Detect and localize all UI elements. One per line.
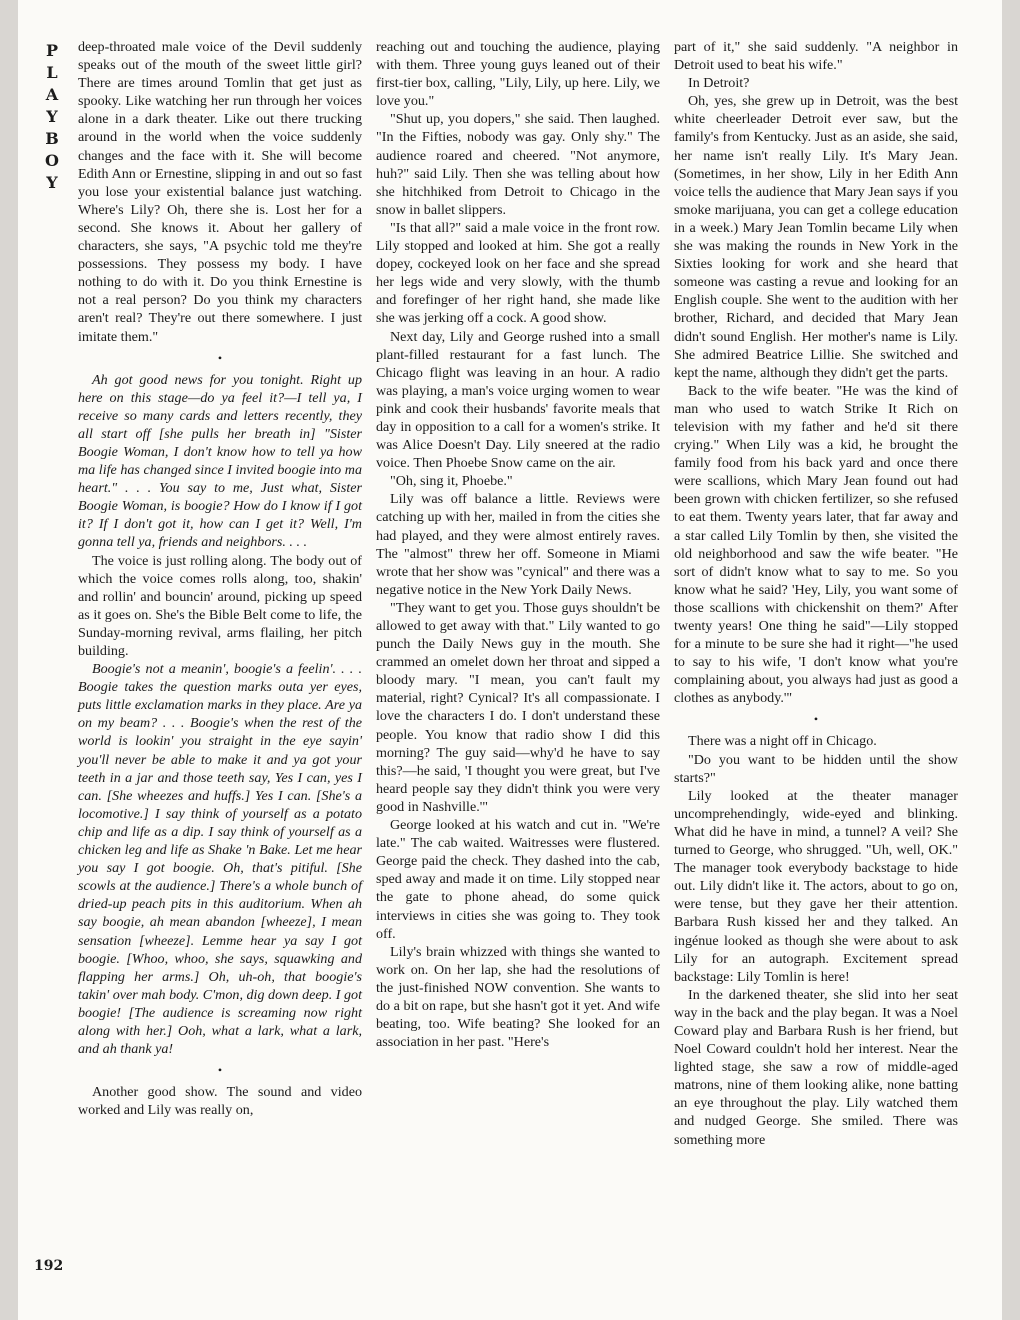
paragraph: Next day, Lily and George rushed into a small plant-filled restaurant for a fast lunch. The Chicago flight was leaving in an hour. A radio was playing, a man's voice urging women to wear pink and cook their husbands' favorite meals that day in opposition to a call for a women's strike. It was Alice Doesn't Day. Lily sneered at the radio voice. Then Phoebe Snow came on the air. — [376, 328, 660, 472]
paragraph: "Shut up, you dopers," she said. Then laughed. "In the Fifties, nobody was gay. Only shy." The audience roared and cheered. "Not anymore, huh?" said Lily. Then she was telling about how she hitchhiked from Detroit to Chicago in the snow in ballet slippers. — [376, 111, 660, 218]
paragraph: reaching out and touching the audience, playing with them. Three young guys leaned out of their first-tier box, calling, "Lily, Lily, up here. Lily, we love you." — [376, 39, 660, 110]
running-head-letter: B — [45, 129, 59, 148]
paragraph: "Do you want to be hidden until the show starts?" — [674, 751, 958, 786]
paragraph: Lily's brain whizzed with things she wanted to work on. On her lap, she had the resolutions of the just-finished NOW convention. She wants to do a bit on rape, but she hasn't got it yet. And wife beating, too. Wife beating? She looked for an association in her past. "Here's — [376, 943, 660, 1051]
quoted-monologue: Ah got good news for you tonight. Right up here on this stage—do ya feel it?—I tell ya, I receive so many cards and letters recently, they all start off [she pulls her breath in] "Sister Boogie Woman, I don't know how to tell ya how ma life has changed since I invited boogie into ma heart." . . . You say to me, Just what, Sister Boogie Woman, is boogie? How do I know if I got it? If I don't got it, how can I get it? Well, I'm gonna tell ya, friends and neighbors. . . . — [78, 371, 362, 551]
paragraph: "Is that all?" said a male voice in the front row. Lily stopped and looked at him. She got a really dopey, cockeyed look on her face and she spread her legs wide and very slowly, with the thumb and forefinger of her right hand, she made like she was jerking off a cock. A good show. — [376, 219, 660, 327]
paragraph: Oh, yes, she grew up in Detroit, was the best white cheerleader Detroit ever saw, but the family's from Kentucky. Just as an aside, she said, her name isn't really Lily. It's Mary Jean. (Sometimes, in her show, Lily in her Edith Ann voice tells the audience that Mary Jean says if you smoke marijuana, you can get a college education in a week.) Mary Jean Tomlin became Lily when she was making the rounds in New York in the Sixties looking for work and she heard that someone was casting a revue and looking for an English couple. She went to the audition with her brother, Richard, and decided that Mary Jean didn't sound English. Her mother's name is Lily. She admired Beatrice Lillie. She switched and kept the name, although they didn't get the parts. — [674, 93, 958, 381]
running-head-letter: P — [45, 41, 59, 60]
page-number: 192 — [34, 1258, 64, 1274]
paragraph: Back to the wife beater. "He was the kind of man who used to watch Strike It Rich on television with my father and he'd sit there crying." When Lily was a kid, he brought the family food from his back yard and once there were scallions, which Mary Jean found out had been grown with chicken fertilizer, so she refused to eat them. Twenty years later, that far away and a star called Lily Tomlin by then, she visited the old neighborhood and saw the wife beater. "He sort of didn't know what to say to me. So you know what he said? 'Hey, Lily, you want some of those scallions with chickenshit on them?' After twenty years! One thing he said"—Lily stopped for a minute to be sure she had it right—"he used to say to his wife, 'I don't know what you're complaining about, you always had just as good a clothes as anybody.'" — [674, 382, 958, 707]
paragraph: In Detroit? — [688, 75, 750, 92]
column-3 — [674, 38, 958, 1149]
paragraph: George looked at his watch and cut in. "We're late." The cab waited. Waitresses were flustered. George paid the check. They dashed into the cab, sped away and made it on time. Lily stopped near the gate to phone ahead, do some quick interviews in cities she was going to. They took off. — [376, 817, 660, 942]
running-head-letter: A — [45, 85, 59, 104]
paragraph: Lily was off balance a little. Reviews were catching up with her, mailed in from the cities she had played, and they were almost entirely raves. The "almost" threw her off. Someone in Miami wrote that her show was "cynical" and there was a negative notice in the New York Daily News. — [376, 491, 660, 598]
paragraph: The voice is just rolling along. The body out of which the voice comes rolls along, too, shakin' and rollin' and bouncin' around, picking up speed as it goes on. She's the Bible Belt come to life, the Sunday-morning revival, arms flailing, her pitch building. — [78, 552, 362, 659]
section-separator: • — [217, 1063, 223, 1078]
running-head-letter: L — [46, 63, 58, 82]
running-head — [42, 40, 62, 194]
paragraph: In the darkened theater, she slid into her seat way in the back and the play began. It was a Noel Coward play and Barbara Rush is her friend, but Noel Coward couldn't hold her interest. Near the lighted stage, she saw a row of middle-aged matrons, nine of them looking alike, none batting an eye throughout the play. Lily watched them and nudged George. She smiled. There was something more — [674, 986, 958, 1148]
section-separator: • — [217, 350, 223, 365]
paragraph: Another good show. The sound and video worked and Lily was really on, — [78, 1084, 362, 1119]
paragraph: "They want to get you. Those guys shouldn't be allowed to get away with that." Lily wanted to go punch the Daily News guy in the mouth. She crammed an omelet down her throat and sipped a bloody mary. "I mean, you can't fault my material, right? Cynical? It's all compassionate. I love the characters I do. I don't understand these people. You know that radio show I did this morning? The guy said—why'd he have to say this?—he said, 'I thought you were great, but I've heard people say they didn't think you were very good in Nashville.'" — [376, 599, 660, 815]
paragraph: part of it," she said suddenly. "A neighbor in Detroit used to beat his wife." — [674, 39, 958, 74]
magazine-page — [18, 0, 1002, 1320]
paragraph: deep-throated male voice of the Devil suddenly speaks out of the mouth of the sweet little girl? There are times around Tomlin that get just as spooky. Like watching her run through her voices alone in a dark theater. Like out there trucking around in the world when the voice suddenly changes and the face with it. She will become Edith Ann or Ernestine, slipping in and out so fast you lose your existential balance just watching. Where's Lily? Oh, there she is. Lost her for a second. She knows it. About her gallery of characters, she says, "A psychic told me they're possessions. They possess my body. I have nothing to do with it. Do you think Ernestine is not a real person? Do you think my characters aren't real? They're out there somewhere. I just imitate them." — [78, 39, 362, 345]
column-2 — [376, 38, 660, 1051]
running-head-letter: O — [45, 151, 59, 170]
running-head-letter: Y — [46, 173, 58, 192]
section-separator: • — [813, 712, 819, 727]
column-1 — [78, 38, 362, 1119]
quoted-monologue: Boogie's not a meanin', boogie's a feelin'. . . . Boogie takes the question marks outa yer eyes, puts little exclamation marks in they place. Are ya on my beam? . . . Boogie's when the rest of the world is lookin' you straight in the eye sayin' you'll never be able to make it and ya got your teeth in a jar and those teeth say, Yes I can, yes I can. [She wheezes and huffs.] Yes I can. [She's a locomotive.] I say think of yourself as a potato chip and life as a dip. I say think of yourself as a chicken leg and life as Shake 'n Bake. Let me hear you say I got boogie. Oh, that's pitiful. [She scowls at the audience.] There's a whole bunch of dried-up peach pits in this auditorium. When ah say boogie, ah mean abandon [wheeze], I mean sensation [wheeze]. Lemme hear ya say I got boogie. [Whoo, whoo, she says, squawking and flapping her arms.] Oh, uh-oh, that boogie's takin' over mah body. C'mon, dig down deep. I got boogie! [The audience is screaming now right along with her.] Ooh, what a lark, what a lark, and ah thank ya! — [78, 661, 362, 1058]
paragraph: "Oh, sing it, Phoebe." — [390, 473, 513, 490]
paragraph: Lily looked at the theater manager uncomprehendingly, wide-eyed and blinking. What did he have in mind, a tunnel? A veil? She turned to George, who shrugged. "Uh, well, OK." The manager took everybody backstage to hide out. Lily didn't like it. The actors, about to go on, were tense, but they gave her their attention. Barbara Rush kissed her and they talked. An ingénue looked as though she were about to ask Lily for an autograph. Excitement spread backstage: Lily Tomlin is here! — [674, 787, 958, 985]
paragraph: There was a night off in Chicago. — [688, 733, 877, 750]
running-head-letter: Y — [46, 107, 58, 126]
